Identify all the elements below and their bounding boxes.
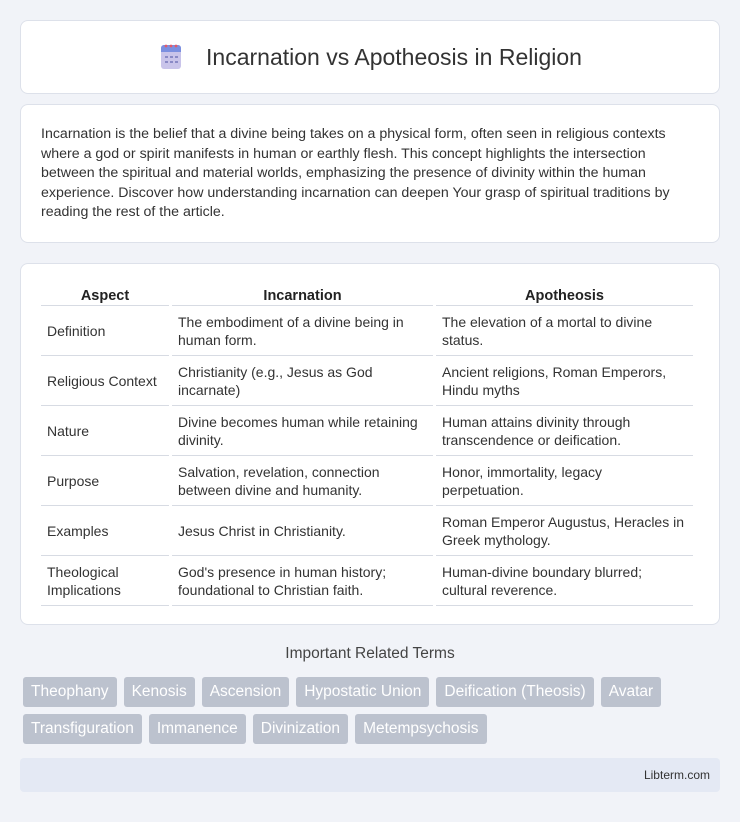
cell-apotheosis: Human-divine boundary blurred; cultural reverence. [436, 557, 693, 606]
tag-deification[interactable]: Deification (Theosis) [436, 677, 593, 707]
table-row [41, 507, 693, 556]
header-apotheosis: Apotheosis [436, 286, 693, 306]
tag-avatar[interactable]: Avatar [601, 677, 662, 707]
header-incarnation: Incarnation [172, 286, 433, 306]
cell-aspect: Nature [41, 407, 169, 456]
comparison-table-card [20, 263, 720, 625]
cell-incarnation: The embodiment of a divine being in human form. [172, 307, 433, 356]
cell-aspect: Examples [41, 507, 169, 556]
cell-incarnation: God's presence in human history; foundational to Christian faith. [172, 557, 433, 606]
table-row [41, 557, 693, 606]
table-header-row [41, 286, 693, 306]
table-row [41, 307, 693, 356]
title-wrap [158, 43, 582, 71]
tag-metempsychosis[interactable]: Metempsychosis [355, 714, 486, 744]
footer-site-link[interactable]: Libterm.com [643, 768, 710, 782]
cell-apotheosis: Roman Emperor Augustus, Heracles in Greek mythology. [436, 507, 693, 556]
cell-aspect: Theological Implications [41, 557, 169, 606]
related-terms-list [23, 677, 723, 744]
tag-theophany[interactable]: Theophany [23, 677, 117, 707]
header-aspect: Aspect [41, 286, 169, 306]
cell-apotheosis: The elevation of a mortal to divine status. [436, 307, 693, 356]
cell-apotheosis: Honor, immortality, legacy perpetuation. [436, 457, 693, 506]
table-row [41, 457, 693, 506]
table-row [41, 357, 693, 406]
header-card [20, 20, 720, 94]
cell-aspect: Definition [41, 307, 169, 356]
tag-divinization[interactable]: Divinization [253, 714, 348, 744]
related-terms-title: Important Related Terms [285, 645, 455, 662]
footer [20, 758, 720, 792]
tag-kenosis[interactable]: Kenosis [124, 677, 195, 707]
cell-apotheosis: Human attains divinity through transcendence or deification. [436, 407, 693, 456]
cell-incarnation: Christianity (e.g., Jesus as God incarnate) [172, 357, 433, 406]
tag-immanence[interactable]: Immanence [149, 714, 246, 744]
cell-incarnation: Salvation, revelation, connection between divine and humanity. [172, 457, 433, 506]
intro-card [20, 104, 720, 243]
intro-text: Incarnation is the belief that a divine being takes on a physical form, often seen in religious contexts where a god or spirit manifests in human or earthly flesh. This concept highlights the intersection between the spiritual and material worlds, emphasizing the presence of divinity within the human experience. Discover how understanding incarnation can deepen Your grasp of spiritual traditions by reading the rest of the article. [41, 126, 670, 221]
cell-incarnation: Jesus Christ in Christianity. [172, 507, 433, 556]
tag-hypostatic-union[interactable]: Hypostatic Union [296, 677, 429, 707]
cell-aspect: Religious Context [41, 357, 169, 406]
cell-apotheosis: Ancient religions, Roman Emperors, Hindu myths [436, 357, 693, 406]
tag-transfiguration[interactable]: Transfiguration [23, 714, 142, 744]
tag-ascension[interactable]: Ascension [202, 677, 290, 707]
cell-aspect: Purpose [41, 457, 169, 506]
document-icon [158, 43, 184, 71]
cell-incarnation: Divine becomes human while retaining divinity. [172, 407, 433, 456]
table-row [41, 407, 693, 456]
page-title: Incarnation vs Apotheosis in Religion [206, 43, 582, 70]
comparison-table [38, 285, 696, 607]
